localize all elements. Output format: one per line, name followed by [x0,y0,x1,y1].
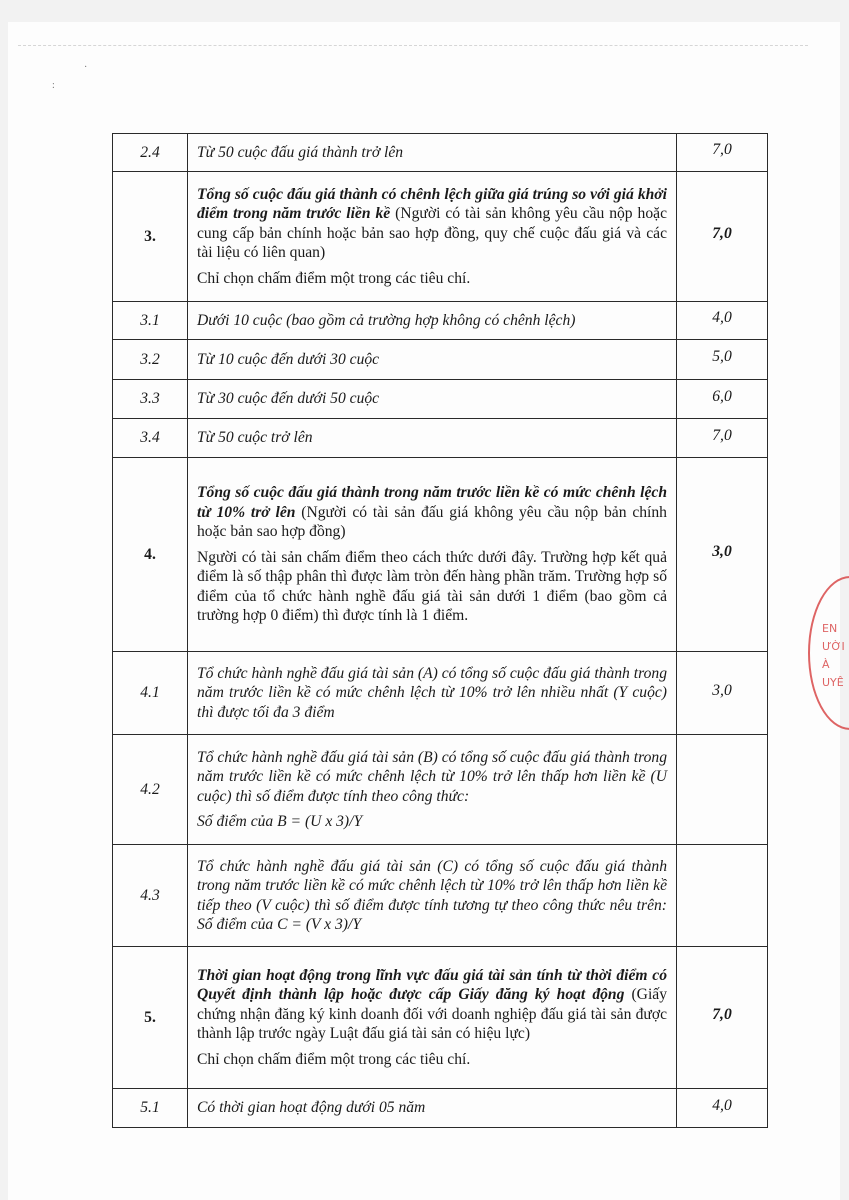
row-points: 5,0 [677,340,768,380]
table-row-3 [113,172,768,302]
criterion-heading: Tổng số cuộc đấu giá thành có chênh lệch giữa giá trúng so với giá khởi điểm trong năm trước liền kề [197,185,667,223]
criterion-detail: (Người có tài sản đấu giá không yêu cầu nộp bản chính hoặc bản sao hợp đồng) [197,503,667,541]
row-points: 3,0 [677,652,768,735]
criterion-note: Chỉ chọn chấm điểm một trong các tiêu chí. [197,1050,471,1068]
row-points: 4,0 [677,1089,768,1128]
stamp-text: EN [822,622,838,635]
table-row-3-1 [113,302,768,340]
table-row-2-4 [113,134,768,172]
row-points: 3,0 [677,458,768,652]
row-number: 5. [113,947,188,1089]
table-row-4-3 [113,845,768,947]
row-points: 4,0 [677,302,768,340]
row-criterion [188,172,677,302]
row-criterion: Dưới 10 cuộc (bao gồm cả trường hợp không có chênh lệch) [188,302,677,340]
table-row-5-1 [113,1089,768,1128]
criterion-heading: Tổng số cuộc đấu giá thành trong năm trước liền kề có mức chênh lệch từ 10% trở lên [197,484,667,521]
row-points: 7,0 [677,134,768,172]
row-criterion [188,735,677,845]
row-criterion: Có thời gian hoạt động dưới 05 năm [188,1089,677,1128]
table-row-4-2 [113,735,768,845]
row-criterion [188,458,677,652]
row-number: 4.2 [113,735,188,845]
scoring-criteria-table [112,133,768,1128]
row-criterion: Tổ chức hành nghề đấu giá tài sản (C) có tổng số cuộc đấu giá thành trong năm trước liền kề có mức chênh lệch từ 10% trở lên thấp hơn liền kề tiếp theo (V cuộc) thì số điểm được tính tương tự theo công thức nêu trên: Số điểm của C = (V x 3)/Y [188,845,677,947]
scan-artifact-line [18,45,808,46]
row-number: 4.3 [113,845,188,947]
row-number: 3.1 [113,302,188,340]
row-criterion [188,947,677,1089]
table-row-5 [113,947,768,1089]
row-number: 3.2 [113,340,188,380]
scan-speck: · [84,62,88,73]
table-row-3-3 [113,380,768,419]
row-points: 6,0 [677,380,768,419]
criterion-note: Người có tài sản chấm điểm theo cách thức dưới đây. Trường hợp kết quả điểm là số thập phân thì được làm tròn đến hàng phần trăm. Trường hợp số điểm của tổ chức hành nghề đấu giá tài sản dưới 1 điểm (bao gồm cả trường hợp 0 điểm) thì được tính là 1 điểm. [197,548,667,625]
criterion-detail: Tổ chức hành nghề đấu giá tài sản (B) có tổng số cuộc đấu giá thành trong năm trước liền kề có mức chênh lệch từ 10% trở lên thấp hơn liền kề (U cuộc) thì số điểm được tính theo công thức: [197,748,667,805]
criterion-detail: (Giấy chứng nhận đăng ký kinh doanh đối với doanh nghiệp đấu giá tài sản được thành lập trước ngày Luật đấu giá tài sản có hiệu lực) [197,986,667,1043]
criterion-formula: Số điểm của B = (U x 3)/Y [197,813,363,830]
table-row-3-2 [113,340,768,380]
stamp-text: À [822,658,830,671]
row-number: 3.4 [113,419,188,458]
table-row-3-4 [113,419,768,458]
row-points: 7,0 [677,419,768,458]
row-criterion: Từ 50 cuộc đấu giá thành trở lên [188,134,677,172]
criterion-note: Chỉ chọn chấm điểm một trong các tiêu chí. [197,269,471,287]
row-points: 7,0 [677,172,768,302]
row-number: 2.4 [113,134,188,172]
scan-speck: : [52,80,55,91]
row-criterion: Từ 10 cuộc đến dưới 30 cuộc [188,340,677,380]
criterion-heading: Thời gian hoạt động trong lĩnh vực đấu giá tài sản tính từ thời điểm có Quyết định thành lập hoặc được cấp Giấy đăng ký hoạt động [197,966,667,1004]
row-number: 5.1 [113,1089,188,1128]
criterion-detail: (Người có tài sản không yêu cầu nộp hoặc cung cấp bản chính hoặc bản sao hợp đồng, quy chế cuộc đấu giá và các tài liệu có liên quan) [197,205,667,262]
row-number: 3.3 [113,380,188,419]
row-number: 4.1 [113,652,188,735]
row-points [677,735,768,845]
row-criterion: Từ 30 cuộc đến dưới 50 cuộc [188,380,677,419]
row-points [677,845,768,947]
row-criterion: Tổ chức hành nghề đấu giá tài sản (A) có tổng số cuộc đấu giá thành trong năm trước liền kề có mức chênh lệch từ 10% trở lên nhiều nhất (Y cuộc) thì được tối đa 3 điểm [188,652,677,735]
table-row-4 [113,458,768,652]
row-number: 4. [113,458,188,652]
table-row-4-1 [113,652,768,735]
row-points: 7,0 [677,947,768,1089]
stamp-text: UYÊ [822,676,844,689]
row-criterion: Từ 50 cuộc trở lên [188,419,677,458]
stamp-text: ƯỜI [822,640,845,653]
row-number: 3. [113,172,188,302]
